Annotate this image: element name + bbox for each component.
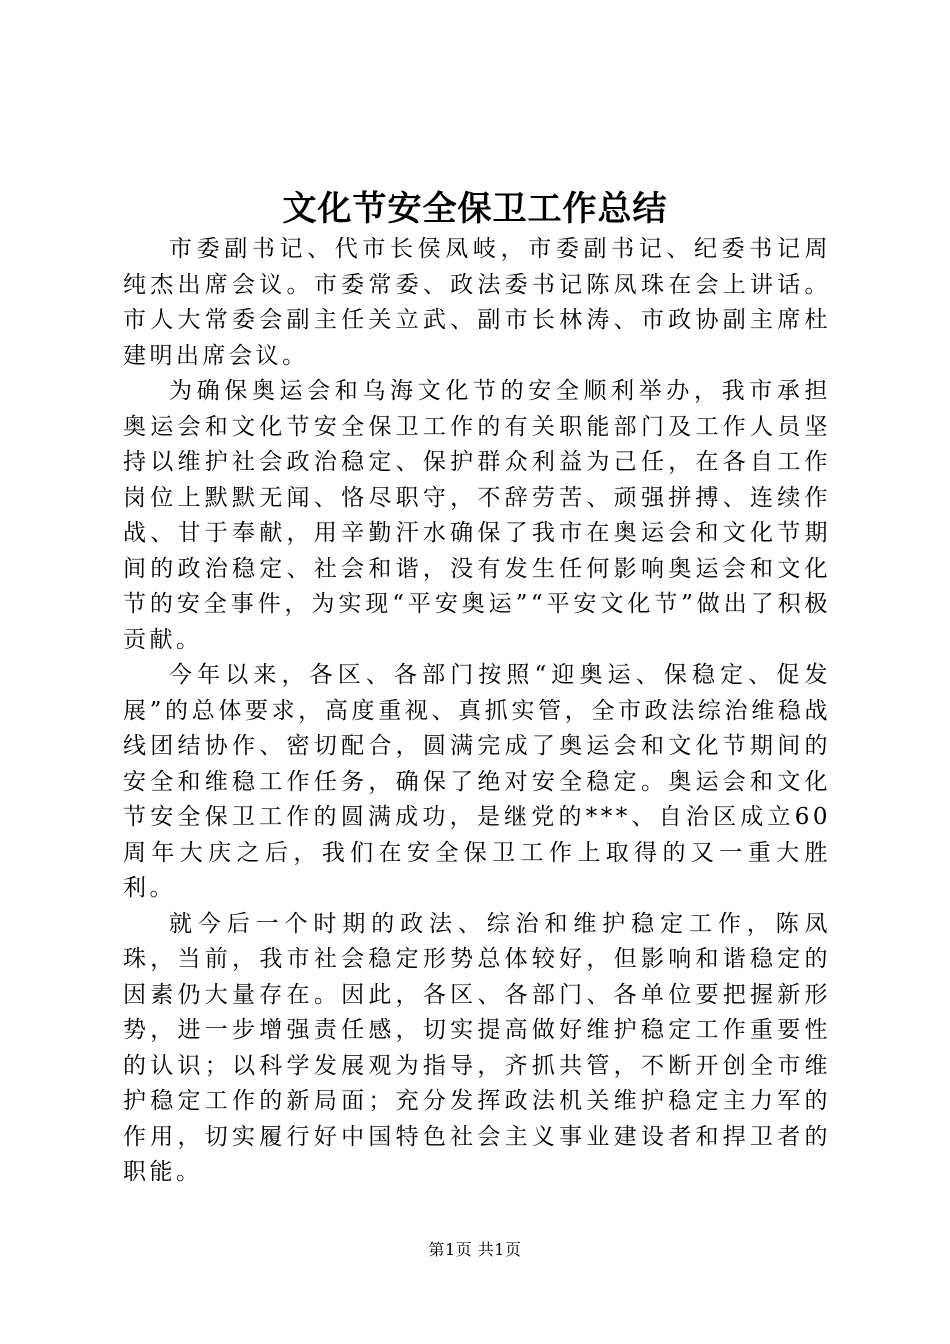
page-footer [0, 1238, 950, 1262]
paragraph-1: 市委副书记、代市长侯凤岐，市委副书记、纪委书记周纯杰出席会议。市委常委、政法委书记陈凤珠在会上讲话。市人大常委会副主任关立武、副市长林涛、市政协副主席杜建明出席会议。 [123, 236, 831, 369]
paragraph-3: 今年以来，各区、各部门按照“迎奥运、保稳定、促发展”的总体要求，高度重视、真抓实管，全市政法综治维稳战线团结协作、密切配合，圆满完成了奥运会和文化节期间的安全和维稳工作任务，确保了绝对安全稳定。奥运会和文化节安全保卫工作的圆满成功，是继党的***、自治区成立60周年大庆之后，我们在安全保卫工作上取得的又一重大胜利。 [123, 662, 831, 901]
paragraph-2: 为确保奥运会和乌海文化节的安全顺利举办，我市承担奥运会和文化节安全保卫工作的有关职能部门及工作人员坚持以维护社会政治稳定、保护群众利益为己任，在各自工作岗位上默默无闻、恪尽职守，不辞劳苦、顽强拼搏、连续作战、甘于奉献，用辛勤汗水确保了我市在奥运会和文化节期间的政治稳定、社会和谐，没有发生任何影响奥运会和文化节的安全事件，为实现“平安奥运”“平安文化节”做出了积极贡献。 [123, 378, 831, 653]
page-number: 第1页 [428, 1240, 473, 1259]
document-body [123, 232, 831, 1191]
document-title: 文化节安全保卫工作总结 [282, 189, 668, 229]
paragraph-4: 就今后一个时期的政法、综治和维护稳定工作，陈凤珠，当前，我市社会稳定形势总体较好，但影响和谐稳定的因素仍大量存在。因此，各区、各部门、各单位要把握新形势，进一步增强责任感，切实提高做好维护稳定工作重要性的认识；以科学发展观为指导，齐抓共管，不断开创全市维护稳定工作的新局面；充分发挥政法机关维护稳定主力军的作用，切实履行好中国特色社会主义事业建设者和捍卫者的职能。 [123, 910, 831, 1185]
page-total: 共1页 [477, 1240, 522, 1259]
